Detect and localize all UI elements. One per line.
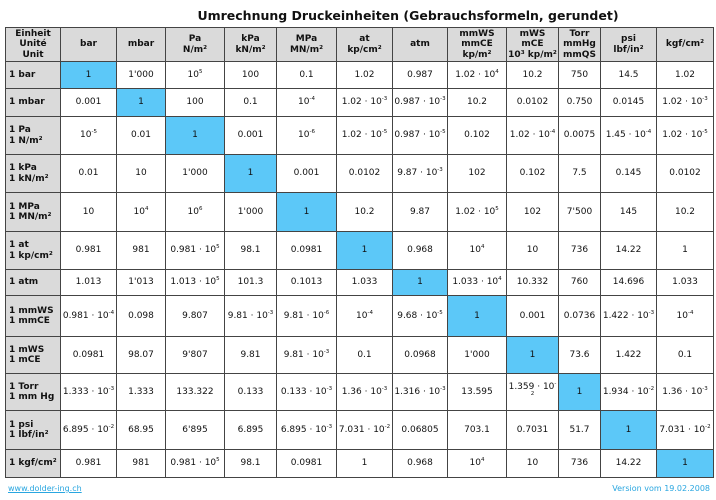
value-cell: 0.001 <box>277 155 337 193</box>
identity-cell: 1 <box>393 270 448 296</box>
value-cell: $1.333 \cdot 10^{-3}$ <box>61 374 117 411</box>
value-cell: $9.68 \cdot 10^{-5}$ <box>393 296 448 337</box>
value-cell: 14.5 <box>601 62 657 89</box>
table-row <box>6 270 714 296</box>
row-header <box>6 89 61 117</box>
column-header <box>448 28 507 62</box>
identity-cell: 1 <box>225 155 277 193</box>
value-cell: $1.02 \cdot 10^{-3}$ <box>657 89 714 117</box>
table-row <box>6 374 714 411</box>
value-cell: $10^{-4}$ <box>657 296 714 337</box>
identity-cell: 1 <box>277 193 337 232</box>
value-cell: 0.133 <box>225 374 277 411</box>
label-line: 1 mm Hg <box>9 392 55 402</box>
value-cell: 0.098 <box>117 296 166 337</box>
column-header <box>657 28 714 62</box>
label-line: kgf/cm² <box>665 39 705 50</box>
value-cell: 1 <box>337 450 393 478</box>
label-line: 1 Torr <box>9 381 39 392</box>
label-line: kp/m² <box>462 49 492 60</box>
value-cell: 1.033 <box>337 270 393 296</box>
table-row <box>6 337 714 374</box>
row-header <box>6 411 61 450</box>
value-cell: 0.0102 <box>337 155 393 193</box>
value-cell: 0.1013 <box>277 270 337 296</box>
value-cell: $1.02 \cdot 10^{-5}$ <box>337 117 393 155</box>
value-cell: $9.81 \cdot 10^{-3}$ <box>225 296 277 337</box>
header-row <box>6 28 714 62</box>
value-cell: 6'895 <box>166 411 225 450</box>
value-cell: 1.02 <box>337 62 393 89</box>
value-cell: 1'000 <box>225 193 277 232</box>
label-line: 1 mbar <box>9 97 45 108</box>
value-cell: 98.1 <box>225 450 277 478</box>
value-cell: 1 <box>657 232 714 270</box>
value-cell: 0.968 <box>393 450 448 478</box>
label-line: mWS <box>519 28 546 39</box>
value-cell: $1.02 \cdot 10^{-5}$ <box>657 117 714 155</box>
value-cell: 101.3 <box>225 270 277 296</box>
value-cell: 1'000 <box>448 337 507 374</box>
value-cell: 10 <box>507 232 559 270</box>
label-line: 1 psi <box>9 419 34 430</box>
value-cell: $7.031 \cdot 10^{-2}$ <box>337 411 393 450</box>
value-cell: 736 <box>559 450 601 478</box>
value-cell: 73.6 <box>559 337 601 374</box>
identity-cell: 1 <box>657 450 714 478</box>
value-cell: $1.45 \cdot 10^{-4}$ <box>601 117 657 155</box>
value-cell: $1.36 \cdot 10^{-3}$ <box>337 374 393 411</box>
value-cell: 1'000 <box>117 62 166 89</box>
value-cell: 1.033 <box>657 270 714 296</box>
label-line: 1 kp/cm² <box>9 250 53 261</box>
value-cell: 9'807 <box>166 337 225 374</box>
identity-cell: 1 <box>448 296 507 337</box>
label-line: mmHg <box>563 39 596 50</box>
value-cell: 0.1 <box>225 89 277 117</box>
value-cell: $10^4$ <box>117 193 166 232</box>
value-cell: 6.895 <box>225 411 277 450</box>
value-cell: $1.36 \cdot 10^{-3}$ <box>657 374 714 411</box>
value-cell: 9.807 <box>166 296 225 337</box>
row-header <box>6 155 61 193</box>
label-line: 1 kN/m² <box>9 173 49 184</box>
value-cell: 0.981 <box>61 232 117 270</box>
label-line: Einheit <box>15 28 51 39</box>
identity-cell: 1 <box>507 337 559 374</box>
value-cell: 0.750 <box>559 89 601 117</box>
value-cell: $9.81 \cdot 10^{-3}$ <box>277 337 337 374</box>
value-cell: 0.1 <box>277 62 337 89</box>
value-cell: 750 <box>559 62 601 89</box>
value-cell: 14.22 <box>601 450 657 478</box>
value-cell: $1.359 \cdot 10^{-2}$ <box>507 374 559 411</box>
label-line: kp/cm² <box>347 44 382 55</box>
value-cell: $1.013 \cdot 10^5$ <box>166 270 225 296</box>
value-cell: 0.0145 <box>601 89 657 117</box>
value-cell: 10 <box>507 450 559 478</box>
label-line: 1 mCE <box>9 355 41 365</box>
value-cell: 981 <box>117 232 166 270</box>
table-row <box>6 89 714 117</box>
label-line: 1 Pa <box>9 125 31 136</box>
value-cell: $0.981 \cdot 10^{-4}$ <box>61 296 117 337</box>
value-cell: $7.031 \cdot 10^{-2}$ <box>657 411 714 450</box>
row-header <box>6 193 61 232</box>
column-header <box>117 28 166 62</box>
value-cell: 0.0968 <box>393 337 448 374</box>
value-cell: 0.001 <box>61 89 117 117</box>
value-cell: 0.0102 <box>657 155 714 193</box>
column-header <box>337 28 393 62</box>
column-header <box>166 28 225 62</box>
value-cell: 0.0102 <box>507 89 559 117</box>
label-line: mmQS <box>563 49 596 60</box>
row-header <box>6 232 61 270</box>
value-cell: 0.987 <box>393 62 448 89</box>
label-line: 1 kgf/cm² <box>9 458 57 469</box>
label-line: at <box>359 34 370 45</box>
value-cell: 1.013 <box>61 270 117 296</box>
value-cell: 0.06805 <box>393 411 448 450</box>
label-line: 1 N/m² <box>9 135 43 146</box>
label-line: atm <box>410 39 430 50</box>
value-cell: $10^{-4}$ <box>337 296 393 337</box>
label-line: N/m² <box>182 44 208 55</box>
value-cell: $1.02 \cdot 10^{-4}$ <box>507 117 559 155</box>
value-cell: $9.87 \cdot 10^{-3}$ <box>393 155 448 193</box>
value-cell: 9.87 <box>393 193 448 232</box>
value-cell: 760 <box>559 270 601 296</box>
label-line: 1 mWS <box>9 344 45 355</box>
row-header <box>6 62 61 89</box>
label-line: kN/m² <box>235 44 266 55</box>
value-cell: 0.7031 <box>507 411 559 450</box>
value-cell: 9.81 <box>225 337 277 374</box>
value-cell: 0.968 <box>393 232 448 270</box>
identity-cell: 1 <box>559 374 601 411</box>
label-line: bar <box>80 39 97 50</box>
identity-cell: 1 <box>117 89 166 117</box>
value-cell: $10^4$ <box>448 232 507 270</box>
column-header <box>277 28 337 62</box>
row-header <box>6 117 61 155</box>
value-cell: 0.0736 <box>559 296 601 337</box>
value-cell: $6.895 \cdot 10^{-2}$ <box>61 411 117 450</box>
value-cell: 10.332 <box>507 270 559 296</box>
value-cell: 0.001 <box>507 296 559 337</box>
table-row <box>6 232 714 270</box>
value-cell: 0.102 <box>448 117 507 155</box>
value-cell: $9.81 \cdot 10^{-6}$ <box>277 296 337 337</box>
row-header <box>6 296 61 337</box>
value-cell: $0.987 \cdot 10^{-5}$ <box>393 117 448 155</box>
identity-cell: 1 <box>166 117 225 155</box>
value-cell: 98.1 <box>225 232 277 270</box>
value-cell: 7.5 <box>559 155 601 193</box>
value-cell: $1.316 \cdot 10^{-3}$ <box>393 374 448 411</box>
row-header <box>6 337 61 374</box>
value-cell: $10^4$ <box>448 450 507 478</box>
value-cell: 736 <box>559 232 601 270</box>
label-line: Torr <box>569 28 590 39</box>
value-cell: 51.7 <box>559 411 601 450</box>
identity-cell: 1 <box>61 62 117 89</box>
value-cell: 0.01 <box>61 155 117 193</box>
value-cell: 0.0075 <box>559 117 601 155</box>
label-line: 1 bar <box>9 69 36 80</box>
value-cell: $0.981 \cdot 10^5$ <box>166 232 225 270</box>
value-cell: 14.696 <box>601 270 657 296</box>
label-line: MPa <box>295 34 318 45</box>
value-cell: 0.981 <box>61 450 117 478</box>
value-cell: $0.133 \cdot 10^{-3}$ <box>277 374 337 411</box>
value-cell: 14.22 <box>601 232 657 270</box>
value-cell: 1.02 <box>657 62 714 89</box>
value-cell: 0.0981 <box>61 337 117 374</box>
value-cell: $10^5$ <box>166 62 225 89</box>
table-row <box>6 155 714 193</box>
label-line: 10³ kp/m² <box>508 49 557 60</box>
label-line: 1 MN/m² <box>9 212 52 222</box>
table-row <box>6 62 714 89</box>
value-cell: 0.1 <box>337 337 393 374</box>
table-row <box>6 117 714 155</box>
table-row <box>6 411 714 450</box>
label-line: mbar <box>127 39 155 50</box>
label-line: 1 MPa <box>9 201 40 212</box>
column-header <box>601 28 657 62</box>
value-cell: 10 <box>117 155 166 193</box>
label-line: 1 mmCE <box>9 316 50 326</box>
value-cell: 10 <box>61 193 117 232</box>
label-line: 1 at <box>9 240 29 251</box>
value-cell: 1.422 <box>601 337 657 374</box>
value-cell: $1.033 \cdot 10^4$ <box>448 270 507 296</box>
version-text: Version vom 19.02.2008 <box>612 484 710 493</box>
value-cell: 0.145 <box>601 155 657 193</box>
value-cell: 0.001 <box>225 117 277 155</box>
value-cell: $1.02 \cdot 10^4$ <box>448 62 507 89</box>
column-header <box>507 28 559 62</box>
value-cell: $10^{-6}$ <box>277 117 337 155</box>
value-cell: 100 <box>166 89 225 117</box>
value-cell: 102 <box>448 155 507 193</box>
value-cell: 133.322 <box>166 374 225 411</box>
value-cell: 0.102 <box>507 155 559 193</box>
conversion-table <box>5 27 714 478</box>
value-cell: 0.0981 <box>277 450 337 478</box>
value-cell: 1'013 <box>117 270 166 296</box>
table-row <box>6 450 714 478</box>
website-link[interactable]: www.dolder-ing.ch <box>8 484 82 493</box>
table-row <box>6 193 714 232</box>
column-header <box>225 28 277 62</box>
value-cell: 0.0981 <box>277 232 337 270</box>
value-cell: 10.2 <box>507 62 559 89</box>
label-line: 1 mmWS <box>9 305 54 316</box>
label-line: 1 atm <box>9 277 39 288</box>
value-cell: 145 <box>601 193 657 232</box>
column-header <box>61 28 117 62</box>
column-header <box>559 28 601 62</box>
value-cell: $10^{-5}$ <box>61 117 117 155</box>
value-cell: 1'000 <box>166 155 225 193</box>
value-cell: 7'500 <box>559 193 601 232</box>
value-cell: $0.987 \cdot 10^{-3}$ <box>393 89 448 117</box>
value-cell: $1.02 \cdot 10^{-3}$ <box>337 89 393 117</box>
identity-cell: 1 <box>337 232 393 270</box>
label-line: kPa <box>241 34 260 45</box>
page-title: Umrechnung Druckeinheiten (Gebrauchsformeln, gerundet) <box>197 8 619 23</box>
label-line: 1 kPa <box>9 163 37 174</box>
value-cell: 13.595 <box>448 374 507 411</box>
row-header <box>6 270 61 296</box>
value-cell: 0.01 <box>117 117 166 155</box>
label-line: mmCE <box>461 39 493 50</box>
table-row <box>6 296 714 337</box>
label-line: mmWS <box>459 28 495 39</box>
value-cell: 10.2 <box>337 193 393 232</box>
value-cell: $1.934 \cdot 10^{-2}$ <box>601 374 657 411</box>
value-cell: 981 <box>117 450 166 478</box>
label-line: Unit <box>22 49 44 60</box>
value-cell: 10.2 <box>448 89 507 117</box>
value-cell: $0.981 \cdot 10^5$ <box>166 450 225 478</box>
value-cell: 68.95 <box>117 411 166 450</box>
label-line: Pa <box>188 34 202 45</box>
value-cell: 703.1 <box>448 411 507 450</box>
value-cell: $10^{-4}$ <box>277 89 337 117</box>
value-cell: $6.895 \cdot 10^{-3}$ <box>277 411 337 450</box>
value-cell: 98.07 <box>117 337 166 374</box>
label-line: psi <box>621 34 636 45</box>
value-cell: $10^6$ <box>166 193 225 232</box>
column-header <box>393 28 448 62</box>
row-header <box>6 374 61 411</box>
value-cell: 1.333 <box>117 374 166 411</box>
value-cell: 0.1 <box>657 337 714 374</box>
label-line: lbf/in² <box>613 44 644 55</box>
label-line: 1 lbf/in² <box>9 430 49 440</box>
value-cell: 10.2 <box>657 193 714 232</box>
label-line: mCE <box>521 39 544 50</box>
label-line: Unité <box>19 39 47 50</box>
value-cell: $1.422 \cdot 10^{-3}$ <box>601 296 657 337</box>
value-cell: 100 <box>225 62 277 89</box>
unit-column-header <box>6 28 61 62</box>
row-header <box>6 450 61 478</box>
value-cell: 102 <box>507 193 559 232</box>
label-line: MN/m² <box>289 44 324 55</box>
value-cell: $1.02 \cdot 10^5$ <box>448 193 507 232</box>
identity-cell: 1 <box>601 411 657 450</box>
